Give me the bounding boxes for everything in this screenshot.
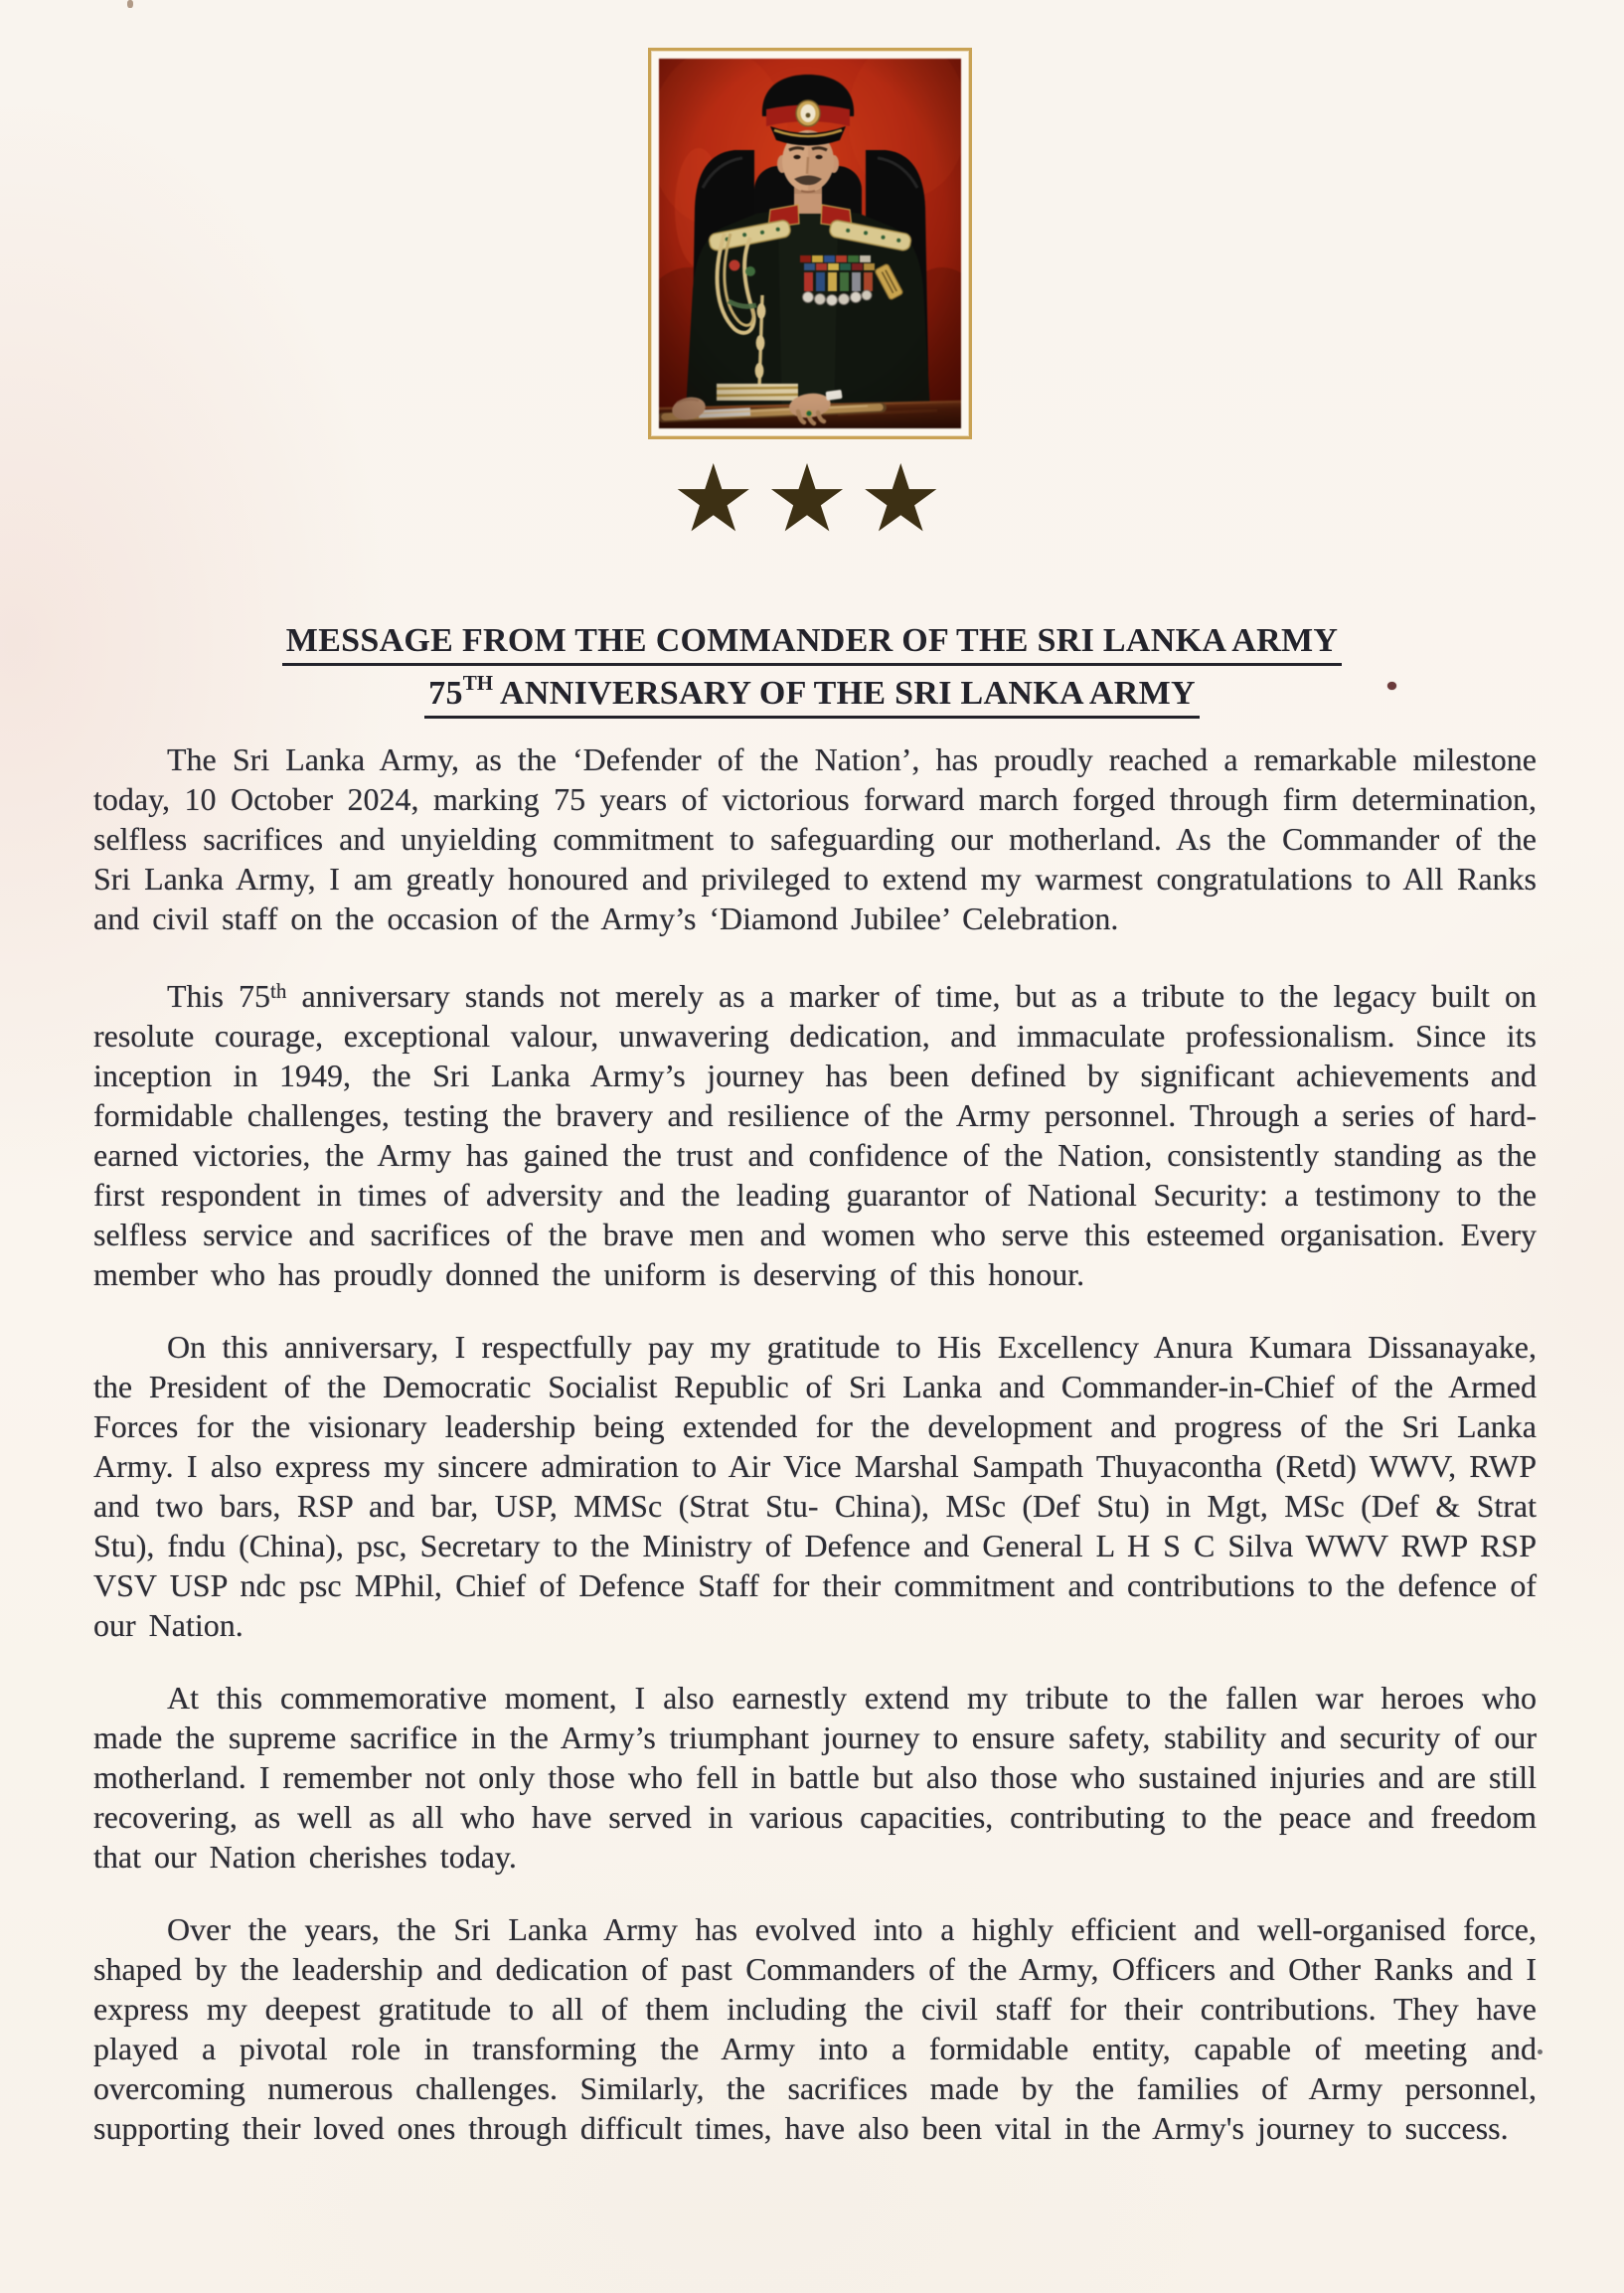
paragraph-5: Over the years, the Sri Lanka Army has evolved into a highly efficient and well-organised force, shaped by the leadership and dedication of past Commanders of the Army, Officers and Other Ranks and I express my deepest gratitude to all of them including the civil staff for their contributions. They have played a pivotal role in transforming the Army into a formidable entity, capable of meeting and overcoming numerous challenges. Similarly, the sacrifices made by the families of Army personnel, supporting their loved ones through difficult times, have also been vital in the Army's journey to success.	[93, 1911, 1537, 2146]
letter-body	[93, 739, 1537, 2181]
ink-speck	[127, 0, 133, 8]
paragraph-4: At this commemorative moment, I also earnestly extend my tribute to the fallen war heroes who made the supreme sacrifice in the Army’s triumphant journey to ensure safety, stability and security of our motherland. I remember not only those who fell in battle but also those who sustained injuries and are still recovering, as well as all who have served in various capacities, contributing to the peace and freedom that our Nation cherishes today.	[93, 1680, 1537, 1875]
commander-portrait-frame	[648, 48, 972, 439]
paragraph-1: The Sri Lanka Army, as the ‘Defender of the Nation’, has proudly reached a remarkable milestone today, 10 October 2024, marking 75 years of victorious forward march forged through firm determination, selfless sacrifices and unyielding commitment to safeguarding our motherland. As the Commander of the Sri Lanka Army, I am greatly honoured and privileged to extend my warmest congratulations to All Ranks and civil staff on the occasion of the Army’s ‘Diamond Jubilee’ Celebration.	[93, 741, 1537, 936]
paragraph-3: On this anniversary, I respectfully pay my gratitude to His Excellency Anura Kumara Dissanayake, the President of the Democratic Socialist Republic of Sri Lanka and Commander-in-Chief of the Armed Forces for the visionary leadership being extended for the development and progress of the Sri Lanka Army. I also express my sincere admiration to Air Vice Marshal Sampath Thuyacontha (Retd) WWV, RWP and two bars, RSP and bar, USP, MMSc (Strat Stu- China), MSc (Def Stu) in Mgt, MSc (Def & Strat Stu), fndu (China), psc, Secretary to the Ministry of Defence and General L H S C Silva WWV RWP RSP VSV USP ndc psc MPhil, Chief of Defence Staff for their commitment and contributions to the defence of our Nation.	[93, 1329, 1537, 1643]
commander-portrait-photo	[659, 59, 961, 428]
paragraph-2: This 75th anniversary stands not merely as a marker of time, but as a tribute to the legacy built on resolute courage, exceptional valour, unwavering dedication, and immaculate professionalism. Since its inception in 1949, the Sri Lanka Army’s journey has been defined by significant achievements and formidable challenges, testing the bravery and resilience of the Army personnel. Through a series of hard-earned victories, the Army has gained the trust and confidence of the Nation, consistently standing as the first respondent in times of adversity and the leading guarantor of National Security: a testimony to the selfless service and sacrifices of the brave men and women who serve this esteemed organisation. Every member who has proudly donned the uniform is deserving of this honour.	[93, 978, 1538, 1292]
ink-speck	[1538, 2049, 1543, 2054]
title-line-1: MESSAGE FROM THE COMMANDER OF THE SRI LANKA ARMY	[282, 624, 1342, 666]
ink-speck	[1387, 682, 1396, 690]
title-line-2: 75TH ANNIVERSARY OF THE SRI LANKA ARMY	[424, 673, 1200, 719]
three-stars-icon: ★★★	[671, 445, 953, 554]
letter-title	[0, 624, 1624, 726]
